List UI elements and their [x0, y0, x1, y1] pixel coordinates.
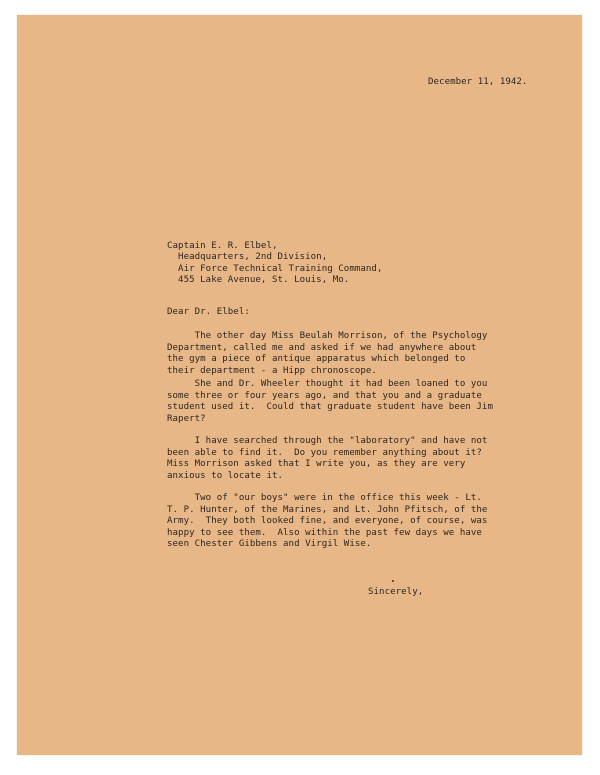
body-paragraph-4 [167, 493, 487, 551]
ink-mark [392, 580, 394, 582]
address-line: Captain E. R. Elbel, [167, 241, 278, 251]
paragraph-line: Department, called me and asked if we had anywhere about [167, 342, 477, 353]
paragraph-line: some three or four years ago, and that you and a graduate [167, 390, 482, 401]
paragraph-line: the gym a piece of antique apparatus which belonged to [167, 354, 466, 365]
paragraph-line: been able to find it. Do you remember anything about it? [167, 447, 482, 458]
paragraph-line: Army. They both looked fine, and everyone, of course, was [167, 516, 488, 527]
closing: Sincerely, [368, 587, 424, 597]
paragraph-line: Two of "our boys" were in the office this week - Lt. [167, 493, 482, 503]
body-paragraph-2 [167, 379, 493, 425]
paragraph-line: I have searched through the "laboratory" and have not [167, 436, 488, 446]
paragraph-line: Rapert? [167, 413, 206, 424]
address-line: Headquarters, 2nd Division, [167, 252, 328, 263]
recipient-address [167, 241, 382, 286]
paragraph-line: student used it. Could that graduate student have been Jim [167, 402, 493, 413]
paragraph-line: She and Dr. Wheeler thought it had been loaned to you [167, 379, 488, 389]
salutation: Dear Dr. Elbel: [167, 307, 250, 317]
body-paragraph-3 [167, 436, 487, 482]
paragraph-line: their department - a Hipp chronoscope. [167, 365, 377, 376]
letter-date: December 11, 1942. [428, 77, 528, 87]
address-line: Air Force Technical Training Command, [167, 263, 383, 274]
paragraph-line: happy to see them. Also within the past few days we have [167, 527, 482, 538]
paragraph-line: T. P. Hunter, of the Marines, and Lt. John Pfitsch, of the [167, 504, 488, 515]
paragraph-line: seen Chester Gibbens and Virgil Wise. [167, 539, 372, 550]
paragraph-line: Miss Morrison asked that I write you, as they are very [167, 459, 466, 470]
paragraph-line: The other day Miss Beulah Morrison, of the Psychology [167, 331, 488, 341]
address-line: 455 Lake Avenue, St. Louis, Mo. [167, 274, 350, 285]
body-paragraph-1 [167, 331, 487, 377]
letter-sheet [17, 15, 582, 755]
paragraph-line: anxious to locate it. [167, 470, 284, 481]
